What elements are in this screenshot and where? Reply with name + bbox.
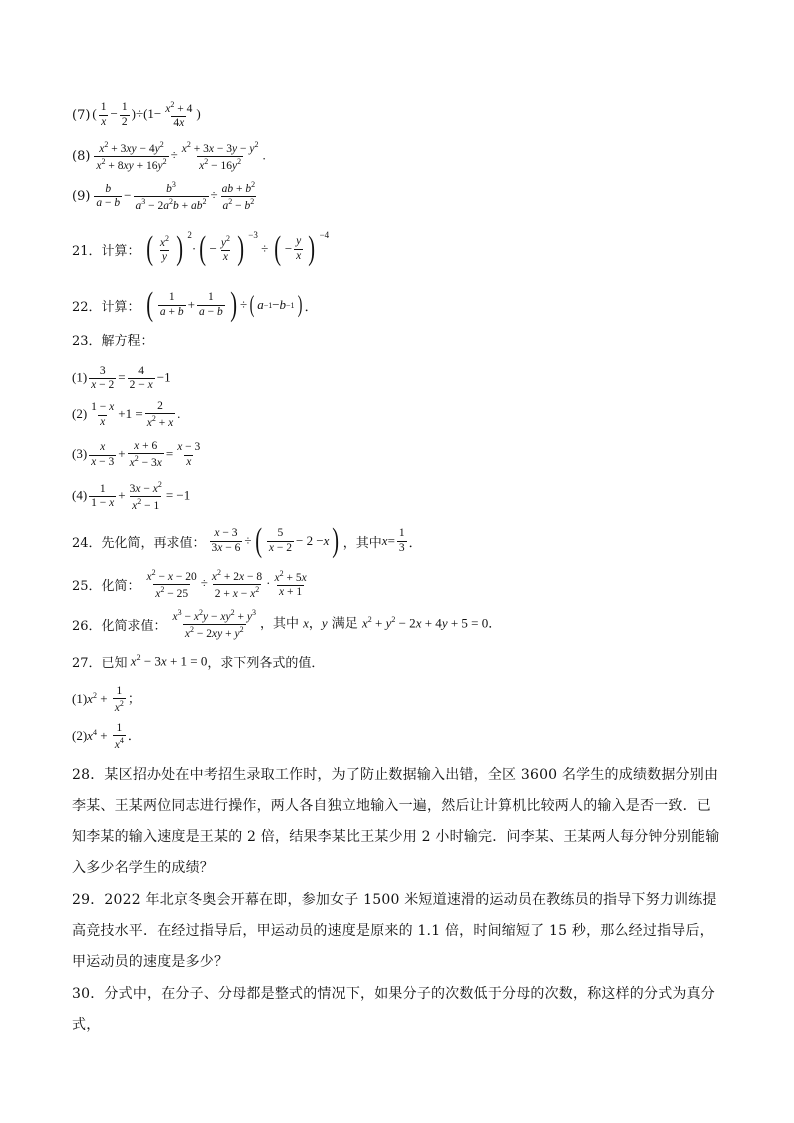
question-27 (72, 652, 324, 671)
problem-9 (72, 180, 259, 213)
question-27-part-2-expression: $(2)x^4$ + $\frac{1}{x^4}$ ． (72, 722, 141, 752)
problem-9-label: (9) (72, 189, 91, 205)
problem-9-expression: $\frac{b}{a - b}$ − $\frac{b^3}{a^3 - 2a^2b + ab^2}$ ÷ $\frac{ab + b^2}{a^2 - b^2}$ (96, 180, 256, 212)
question-23 (72, 330, 154, 349)
question-25 (72, 568, 311, 601)
question-23-part-3-expression: (3) $\frac{x}{x - 3}$ + $\frac{x + 6}{x^2 - 3x}$ = $\frac{x - 3}{x}$ (72, 440, 201, 470)
question-23-part-4 (72, 480, 190, 513)
question-23-part-2 (72, 400, 180, 430)
question-23-part-2-expression: (2) $\frac{1 - x}{x}$ +1 = $\frac{2}{x^2 + x}$ . (72, 400, 181, 430)
question-22 (72, 288, 318, 322)
question-27-label: 27．已知 (72, 656, 128, 671)
question-23-part-1-expression: (1) $\frac{3}{x - 2}$ = $\frac{4}{2 - x}$ −1 (72, 365, 171, 392)
question-24-expression: $\frac{x - 3}{3x - 6}$ ÷ ( $\frac{5}{x - 2}$ − 2 − x ) ，其中 x = $\frac{1}{3}$ ． (211, 522, 422, 559)
question-26-label: 26．化简求值： (72, 619, 167, 635)
question-21 (72, 232, 329, 266)
question-25-expression: $\frac{x^2 - x - 20}{x^2 - 25}$ ÷ $\frac{x^2 + 2x - 8}{2 + x - x^2}$ · $\frac{x^2 + 5x}{x + 1}$ (146, 568, 307, 600)
question-23-part-3 (72, 440, 204, 470)
question-23-part-4-expression: (4) $\frac{1}{1 - x}$ + $\frac{3x - x^2}{x^2 - 1}$ = −1 (72, 480, 191, 512)
question-27-condition: $x^2 - 3x + 1 = 0$ (127, 653, 208, 669)
question-29: 29．2022 年北京冬奥会开幕在即，参加女子 1500 米短道速滑的运动员在教练员的指导下努力训练提高竞技水平．在经过指导后，甲运动员的速度是原来的 1.1 倍，时间缩短了 15 秒，那么经过指导后，甲运动员的速度是多少？ (72, 892, 717, 970)
question-23-part-1 (72, 365, 171, 392)
question-26-expression: $\frac{x^3 - x^2y - xy^2 + y^3}{x^2 - 2xy + y^2}$ ，其中 x，y 满足 $x^2 + y^2 - 2x + 4y + 5 = 0$． (172, 608, 502, 640)
question-27-part-2 (72, 722, 141, 752)
question-24-label: 24．先化简，再求值： (72, 535, 206, 551)
question-22-label: 22．计算： (72, 299, 141, 315)
problem-8-expression: $\frac{x^2 + 3xy - 4y^2}{x^2 + 8xy + 16y^2}$ ÷ $\frac{x^2 + 3x - 3y - y^2}{x^2 - 16y^2}$ . (96, 140, 266, 172)
problem-8 (72, 140, 266, 173)
question-28: 28．某区招办处在中考招生录取工作时，为了防止数据输入出错，全区 3600 名学生的成绩数据分别由李某、王某两位同志进行操作，两人各自独立地输入一遍，然后让计算机比较两人的输入是否一致．已知李某的输入速度是王某的 2 倍，结果李某比王某少用 2 小时输完．问李某、王某两人每分钟分别能输入多少名学生的成绩？ (72, 767, 720, 876)
question-27-part-1 (72, 685, 141, 715)
question-23-label: 23．解方程： (72, 334, 154, 349)
question-26 (72, 608, 501, 641)
question-21-expression: ( $\frac{x^2}{y}$ ) 2 · ( − $\frac{y^2}{x}$ ) −3 ÷ ( − $\frac{y}{x}$ ) −4 (145, 230, 330, 267)
question-21-label: 21．计算： (72, 243, 141, 259)
question-25-label: 25．化简： (72, 579, 141, 595)
problem-7-expression: ( $\frac{1}{x}$ − $\frac{1}{2}$ )÷(1− $\frac{x^2 + 4}{4x}$ ) (92, 100, 201, 130)
problem-7-label: (7) (72, 107, 91, 123)
question-27-prompt: ，求下列各式的值． (207, 656, 325, 671)
problem-8-label: (8) (72, 149, 91, 165)
question-24 (72, 524, 422, 558)
question-22-expression: ( $\frac{1}{a + b}$ + $\frac{1}{a - b}$ ) ÷ ( a −1 − b −1 ) ． (145, 286, 318, 323)
question-27-part-1-expression: $(1)x^2$ + $\frac{1}{x^2}$ ； (72, 685, 141, 715)
question-30: 30．分式中，在分子、分母都是整式的情况下，如果分子的次数低于分母的次数，称这样的分式为真分式， (72, 986, 716, 1033)
problem-7 (72, 100, 201, 130)
